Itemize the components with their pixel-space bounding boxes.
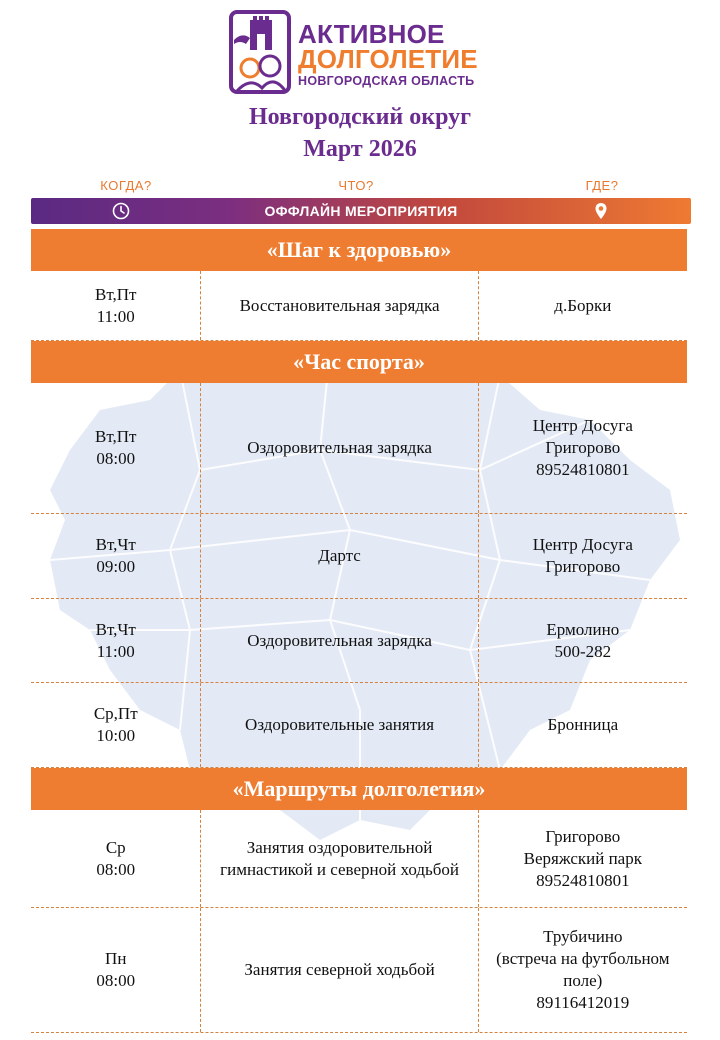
cell-where: Трубичино (встреча на футбольном поле) 89116412019 — [496, 927, 670, 1012]
column-label-when: КОГДА? — [100, 178, 152, 193]
column-label-what: ЧТО? — [338, 178, 374, 193]
cell-where: Ермолино 500-282 — [546, 619, 620, 661]
cell-what: Оздоровительная зарядка — [201, 599, 478, 682]
logo-line-3: НОВГОРОДСКАЯ ОБЛАСТЬ — [298, 74, 475, 88]
schedule-table — [31, 229, 687, 1033]
offline-events-label: ОФФЛАЙН МЕРОПРИЯТИЯ — [264, 203, 458, 219]
cell-where: Бронница — [547, 715, 619, 734]
cell-what: Оздоровительные занятия — [201, 683, 478, 767]
table-row — [31, 810, 687, 908]
cell-what: Занятия оздоровительной гимнастикой и северной ходьбой — [201, 810, 478, 907]
page-month: Март 2026 — [303, 136, 417, 162]
offline-events-bar — [31, 198, 691, 224]
logo-text — [298, 19, 478, 88]
cell-what: Дартс — [201, 514, 478, 598]
cell-when: Вт,Чт 09:00 — [31, 514, 201, 598]
cell-where: Григорово Веряжский парк 89524810801 — [523, 826, 642, 890]
table-row — [31, 599, 687, 683]
location-pin-icon — [591, 201, 611, 221]
section-header: «Маршруты долголетия» — [31, 768, 687, 810]
table-row — [31, 514, 687, 599]
column-label-where: ГДЕ? — [585, 178, 619, 193]
page-title: Новгородский округ — [248, 104, 472, 130]
section-header: «Час спорта» — [31, 341, 687, 383]
cell-when: Пн 08:00 — [31, 908, 201, 1032]
table-row — [31, 908, 687, 1033]
cell-when: Ср,Пт 10:00 — [31, 683, 201, 767]
cell-what: Оздоровительная зарядка — [201, 383, 478, 513]
table-row — [31, 683, 687, 768]
cell-when: Вт,Пт 08:00 — [31, 383, 201, 513]
cell-when: Вт,Чт 11:00 — [31, 599, 201, 682]
cell-when: Вт,Пт 11:00 — [31, 271, 201, 340]
cell-where: Центр Досуга Григорово 89524810801 — [532, 416, 633, 479]
logo-line-2: ДОЛГОЛЕТИЕ — [298, 44, 478, 74]
logo — [228, 10, 498, 96]
table-row — [31, 271, 687, 341]
table-row — [31, 383, 687, 514]
section-header: «Шаг к здоровью» — [31, 229, 687, 271]
logo-emblem-icon — [228, 10, 294, 96]
cell-where: д.Борки — [554, 295, 612, 315]
cell-what: Занятия северной ходьбой — [201, 908, 478, 1032]
cell-when: Ср 08:00 — [31, 810, 201, 907]
logo-line-1: АКТИВНОЕ — [298, 19, 445, 49]
cell-what: Восстановительная зарядка — [201, 271, 478, 340]
cell-where: Центр Досуга Григорово — [532, 535, 633, 576]
column-labels — [0, 176, 720, 196]
